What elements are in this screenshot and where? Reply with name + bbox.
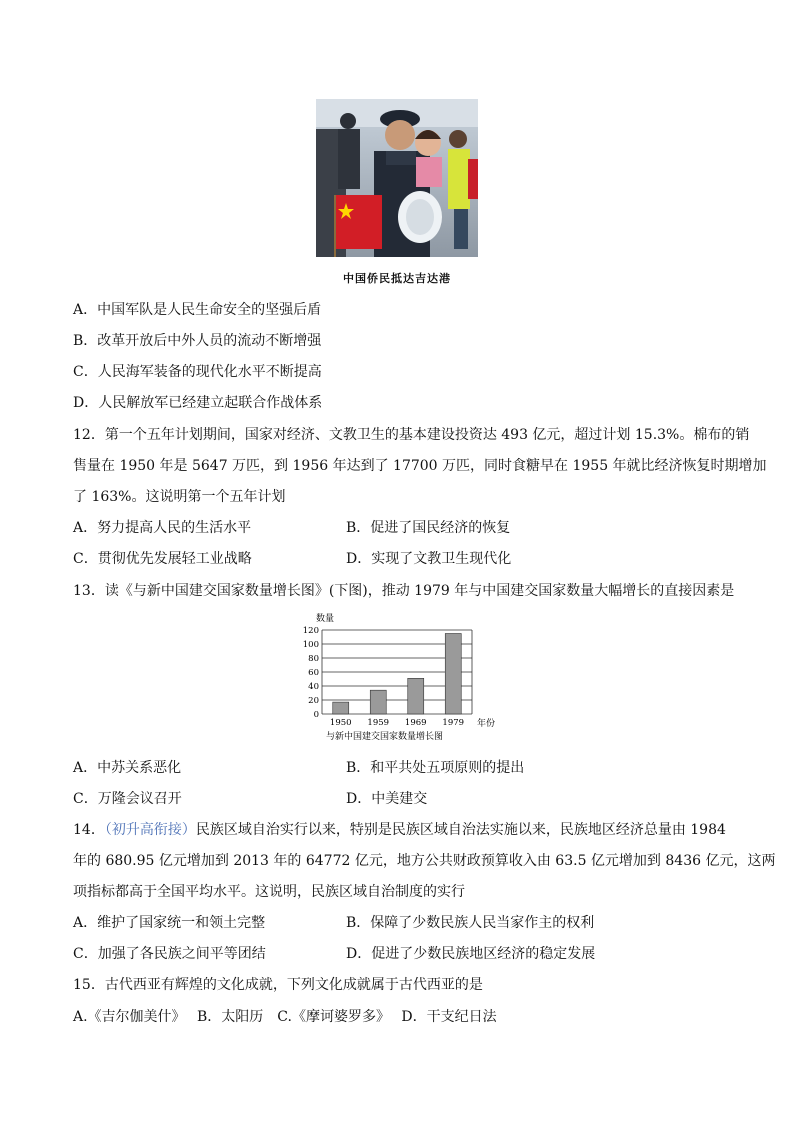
chart-bar-1959 xyxy=(370,690,386,714)
q11-option-c: C．人民海军装备的现代化水平不断提高 xyxy=(73,364,322,380)
chart-xtick-label: 1979 xyxy=(442,718,465,728)
q13-option-a: A．中苏关系恶化 xyxy=(73,760,182,776)
chart-ytick-label: 40 xyxy=(308,682,319,692)
chart-bar-1950 xyxy=(333,702,349,714)
q12-option-d: D．实现了文教卫生现代化 xyxy=(346,551,512,567)
q12-stem-line-3: 了 163%。这说明第一个五年计划 xyxy=(73,489,286,505)
q14-tag: （初升高衔接） xyxy=(104,822,196,838)
photo-caption: 中国侨民抵达吉达港 xyxy=(343,272,451,285)
q14-stem-line-1 xyxy=(73,821,726,839)
q11-option-a: A．中国军队是人民生命安全的坚强后盾 xyxy=(73,302,322,318)
bar-chart xyxy=(296,610,526,745)
chart-ytick-label: 120 xyxy=(302,626,319,636)
chart-ytick-label: 80 xyxy=(308,654,319,664)
chart-xlabel: 年份 xyxy=(477,719,496,729)
chart-ytick-label: 20 xyxy=(308,696,319,706)
chart-ytick-label: 60 xyxy=(308,668,319,678)
chart-ytick-label: 0 xyxy=(313,710,319,720)
q13-option-c: C．万隆会议召开 xyxy=(73,791,182,807)
q14-option-b: B．保障了少数民族人民当家作主的权利 xyxy=(346,915,595,931)
q14-option-a: A．维护了国家统一和领土完整 xyxy=(73,915,266,931)
news-photo xyxy=(316,99,478,257)
q15-options: A.《吉尔伽美什》 B．太阳历 C.《摩诃婆罗多》 D．干支纪日法 xyxy=(73,1009,497,1025)
photo-soldier-holding-child-icon xyxy=(316,99,478,257)
q13-option-b: B．和平共处五项原则的提出 xyxy=(346,760,525,776)
q11-option-b: B．改革开放后中外人员的流动不断增强 xyxy=(73,333,322,349)
chart-bar-1979 xyxy=(445,634,461,715)
q15-stem: 15．古代西亚有辉煌的文化成就，下列文化成就属于古代西亚的是 xyxy=(73,977,483,993)
q14-option-d: D．促进了少数民族地区经济的稳定发展 xyxy=(346,946,596,962)
chart-title: 与新中国建交国家数量增长图 xyxy=(326,732,444,742)
q11-option-d: D．人民解放军已经建立起联合作战体系 xyxy=(73,395,323,411)
q14-option-c: C．加强了各民族之间平等团结 xyxy=(73,946,266,962)
q12-stem-line-1: 12．第一个五年计划期间，国家对经济、文教卫生的基本建设投资达 493 亿元，超过计划 15.3%。棉布的销 xyxy=(73,427,750,443)
chart-ytick-label: 100 xyxy=(302,640,319,650)
q13-stem: 13．读《与新中国建交国家数量增长图》(下图)，推动 1979 年与中国建交国家数量大幅增长的直接因素是 xyxy=(73,583,735,599)
chart-bar-1969 xyxy=(408,678,424,714)
q14-number: 14． xyxy=(73,822,105,838)
q12-option-b: B．促进了国民经济的恢复 xyxy=(346,520,511,536)
q14-stem-first: 民族区域自治实行以来，特别是民族区域自治法实施以来，民族地区经济总量由 1984 xyxy=(195,822,726,838)
chart-ylabel: 数量 xyxy=(316,614,335,624)
chart-xtick-label: 1969 xyxy=(404,718,427,728)
chart-xtick-label: 1959 xyxy=(367,718,390,728)
q12-option-a: A．努力提高人民的生活水平 xyxy=(73,520,252,536)
chart-xtick-label: 1950 xyxy=(329,718,352,728)
q14-stem-line-2: 年的 680.95 亿元增加到 2013 年的 64772 亿元，地方公共财政预算收入由 63.5 亿元增加到 8436 亿元，这两 xyxy=(73,853,776,869)
q12-option-c: C．贯彻优先发展轻工业战略 xyxy=(73,551,252,567)
q13-option-d: D．中美建交 xyxy=(346,791,428,807)
q14-stem-line-3: 项指标都高于全国平均水平。这说明，民族区域自治制度的实行 xyxy=(73,884,465,900)
q12-stem-line-2: 售量在 1950 年是 5647 万匹，到 1956 年达到了 17700 万匹，同时食糖早在 1955 年就比经济恢复时期增加 xyxy=(73,458,767,474)
